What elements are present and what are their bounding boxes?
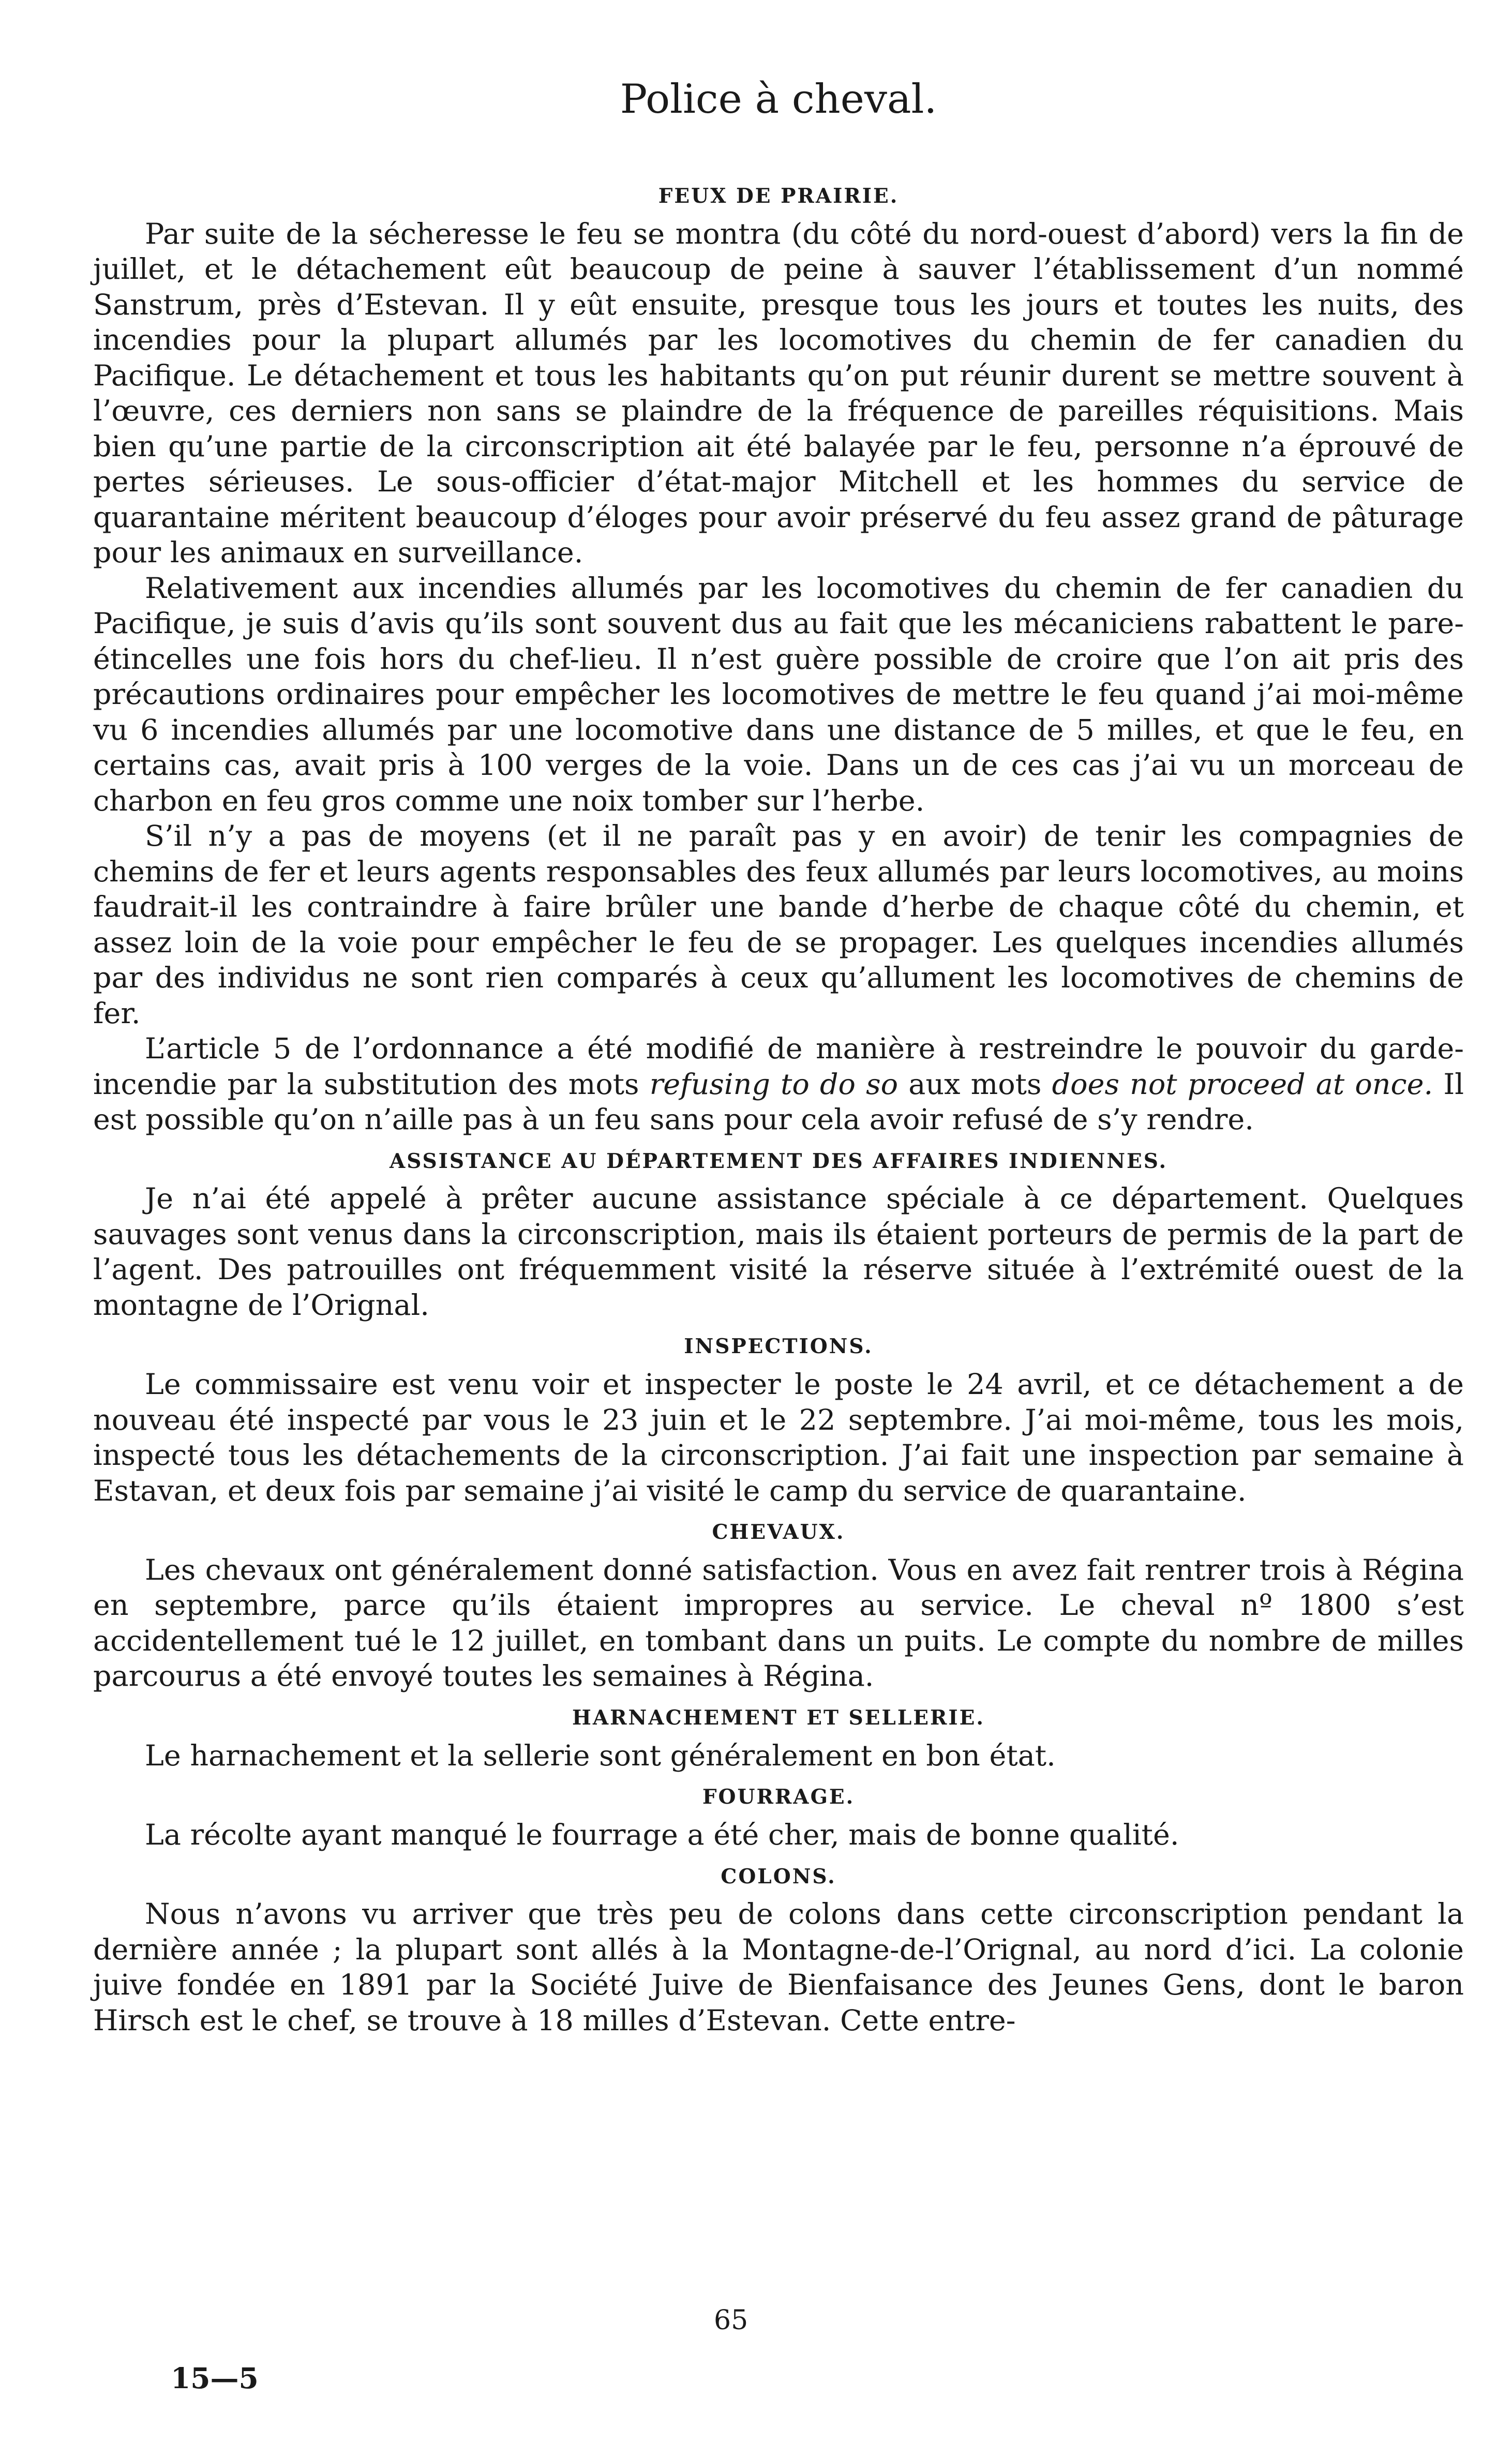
section-colons [93, 1865, 1464, 2039]
paragraph: Je n’ai été appelé à prêter aucune assistance spéciale à ce département. Quelques sauvages sont venus dans la circonscription, mais ils étaient porteurs de permis de la part de l’agent. Des patrouilles ont fréquemment visité la réserve située à l’extrémité ouest de la montagne de l’Orignal. [93, 1182, 1464, 1322]
section-heading: COLONS. [721, 1864, 836, 1889]
page-title: Police à cheval. [620, 76, 937, 123]
section-heading: INSPECTIONS. [684, 1335, 873, 1359]
section-harnachement [93, 1706, 1464, 1774]
page-number: 65 [714, 2305, 748, 2336]
section-heading: FEUX DE PRAIRIE. [658, 184, 899, 208]
section-fourrage [93, 1785, 1464, 1853]
paragraph: Relativement aux incendies allumés par les locomotives du chemin de fer canadien du Pacifique, je suis d’avis qu’ils sont souvent dus au fait que les mécaniciens rabattent le pare-étincelles une fois hors du chef-lieu. Il n’est guère possible de croire que l’on ait pris des précautions ordinaires pour empêcher les locomotives de mettre le feu quand j’ai moi-même vu 6 incendies allumés par une locomotive dans une distance de 5 milles, et que le feu, en certains cas, avait pris à 100 verges de la voie. Dans un de ces cas j’ai vu un morceau de charbon en feu gros comme une noix tomber sur l’herbe. [93, 571, 1464, 818]
paragraph: Les chevaux ont généralement donné satisfaction. Vous en avez fait rentrer trois à Régina en septembre, parce qu’ils étaient impropres au service. Le cheval nº 1800 s’est accidentellement tué le 12 juillet, en tombant dans un puits. Le compte du nombre de milles parcourus a été envoyé toutes les semaines à Régina. [93, 1553, 1464, 1693]
italic-phrase: does not proceed at once. [1052, 1067, 1433, 1101]
signature-mark: 15—5 [171, 2361, 259, 2395]
section-feux-de-prairie [93, 184, 1464, 1138]
section-heading: FOURRAGE. [702, 1785, 855, 1809]
paragraph: Nous n’avons vu arriver que très peu de colons dans cette circonscription pendant la dernière année ; la plupart sont allés à la Montagne-de-l’Orignal, au nord d’ici. La colonie juive fondée en 1891 par la Société Juive de Bienfaisance des Jeunes Gens, dont le baron Hirsch est le chef, se trouve à 18 milles d’Estevan. Cette entre- [93, 1897, 1464, 2037]
section-inspections [93, 1335, 1464, 1509]
italic-phrase: refusing to do so [649, 1067, 899, 1101]
paragraph: Le commissaire est venu voir et inspecter le poste le 24 avril, et ce détachement a de nouveau été inspecté par vous le 23 juin et le 22 septembre. J’ai moi-même, tous les mois, inspecté tous les détachements de la circonscription. J’ai fait une inspection par semaine à Estavan, et deux fois par semaine j’ai visité le camp du service de quarantaine. [93, 1368, 1464, 1508]
document-page [93, 78, 1464, 2039]
section-heading: ASSISTANCE AU DÉPARTEMENT DES AFFAIRES INDIENNES. [389, 1149, 1168, 1173]
text-run: Il est possible qu’on n’aille pas à un feu sans pour cela avoir refusé de s’y rendre. [93, 1067, 1464, 1137]
paragraph: S’il n’y a pas de moyens (et il ne paraît pas y en avoir) de tenir les compagnies de chemins de fer et leurs agents responsables des feux allumés par leurs locomotives, au moins faudrait-il les contraindre à faire brûler une bande d’herbe de chaque côté du chemin, et assez loin de la voie pour empêcher le feu de se propager. Les quelques incendies allumés par des individus ne sont rien comparés à ceux qu’allument les locomotives de chemins de fer. [93, 819, 1464, 1030]
text-run: L’article 5 de l’ordonnance a été modifié de manière à restreindre le pouvoir du garde-incendie par la substitution des mots [93, 1032, 1464, 1101]
section-chevaux [93, 1520, 1464, 1695]
text-run: aux mots [898, 1067, 1052, 1101]
section-heading: HARNACHEMENT ET SELLERIE. [572, 1705, 985, 1730]
paragraph-ordinance [93, 1031, 1464, 1138]
paragraph: Le harnachement et la sellerie sont généralement en bon état. [145, 1738, 1056, 1773]
paragraph: Par suite de la sécheresse le feu se montra (du côté du nord-ouest d’abord) vers la fin de juillet, et le détachement eût beaucoup de peine à sauver l’établissement d’un nommé Sanstrum, près d’Estevan. Il y eût ensuite, presque tous les jours et toutes les nuits, des incendies pour la plupart allumés par les locomotives du chemin de fer canadien du Pacifique. Le détachement et tous les habitants qu’on put réunir durent se mettre souvent à l’œuvre, ces derniers non sans se plaindre de la fréquence de pareilles réquisitions. Mais bien qu’une partie de la circonscription ait été balayée par le feu, personne n’a éprouvé de pertes sérieuses. Le sous-officier d’état-major Mitchell et les hommes du service de quarantaine méritent beaucoup d’éloges pour avoir préservé du feu assez grand de pâturage pour les animaux en surveillance. [93, 217, 1464, 570]
section-assistance [93, 1149, 1464, 1324]
paragraph: La récolte ayant manqué le fourrage a été cher, mais de bonne qualité. [145, 1818, 1179, 1852]
section-heading: CHEVAUX. [712, 1520, 845, 1545]
